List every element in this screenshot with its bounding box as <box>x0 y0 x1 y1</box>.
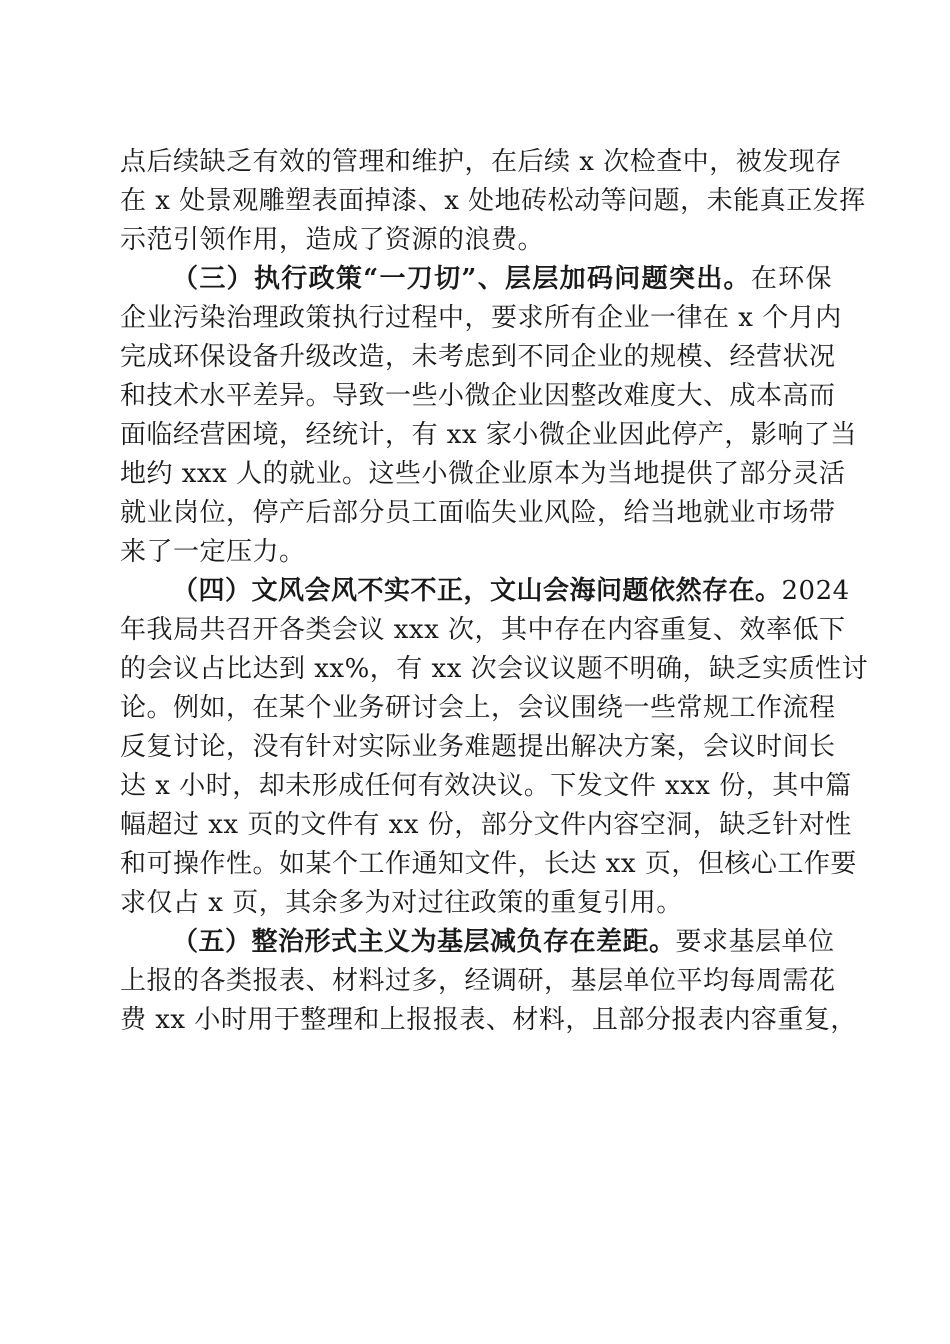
text-line <box>120 572 850 611</box>
text-run: 要求基层单位 <box>675 927 835 957</box>
text-line: 的会议占比达到 xx%，有 xx 次会议议题不明确，缺乏实质性讨 <box>120 654 869 684</box>
paragraph-section-3 <box>120 260 857 572</box>
paragraph-continuation <box>120 143 866 260</box>
text-line: 企业污染治理政策执行过程中，要求所有企业一律在 x 个月内 <box>120 303 842 333</box>
text-line: 和可操作性。如某个工作通知文件，长达 xx 页，但核心工作要 <box>120 849 857 879</box>
text-line: 来了一定压力。 <box>120 537 306 567</box>
text-line: 在 x 处景观雕塑表面掉漆、x 处地砖松动等问题，未能真正发挥 <box>120 186 866 216</box>
text-line: 面临经营困境，经统计，有 xx 家小微企业因此停产，影响了当 <box>120 420 857 450</box>
text-line <box>120 923 835 962</box>
text-line: 年我局共召开各类会议 xxx 次，其中存在内容重复、效率低下 <box>120 615 846 645</box>
text-line: 点后续缺乏有效的管理和维护，在后续 x 次检查中，被发现存 <box>120 147 842 177</box>
text-line: 和技术水平差异。导致一些小微企业因整改难度大、成本高而 <box>120 381 836 411</box>
text-run: 2024 <box>781 576 850 606</box>
paragraph-section-4 <box>120 572 869 923</box>
text-line: 地约 xxx 人的就业。这些小微企业原本为当地提供了部分灵活 <box>120 459 846 489</box>
section-heading-4: （四）文风会风不实不正，文山会海问题依然存在。 <box>172 576 782 606</box>
section-heading-3: （三）执行政策“一刀切”、层层加码问题突出。 <box>172 264 751 294</box>
paragraph-section-5 <box>120 923 857 1040</box>
text-line: 就业岗位，停产后部分员工面临失业风险，给当地就业市场带 <box>120 498 836 528</box>
text-line <box>120 260 832 299</box>
text-line: 完成环保设备升级改造，未考虑到不同企业的规模、经营状况 <box>120 342 836 372</box>
text-line: 论。例如，在某个业务研讨会上，会议围绕一些常规工作流程 <box>120 693 836 723</box>
text-line: 达 x 小时，却未形成任何有效决议。下发文件 xxx 份，其中篇 <box>120 771 852 801</box>
text-line: 费 xx 小时用于整理和上报报表、材料，且部分报表内容重复， <box>120 1005 857 1035</box>
text-line: 反复讨论，没有针对实际业务难题提出解决方案，会议时间长 <box>120 732 836 762</box>
text-line: 上报的各类报表、材料过多，经调研，基层单位平均每周需花 <box>120 966 836 996</box>
section-heading-5: （五）整治形式主义为基层减负存在差距。 <box>172 927 676 957</box>
text-run: 在环保 <box>750 264 832 294</box>
text-line: 幅超过 xx 页的文件有 xx 份，部分文件内容空洞，缺乏针对性 <box>120 810 852 840</box>
text-line: 示范引领作用，造成了资源的浪费。 <box>120 225 545 255</box>
text-line: 求仅占 x 页，其余多为对过往政策的重复引用。 <box>120 888 683 918</box>
document-body <box>120 143 869 1040</box>
